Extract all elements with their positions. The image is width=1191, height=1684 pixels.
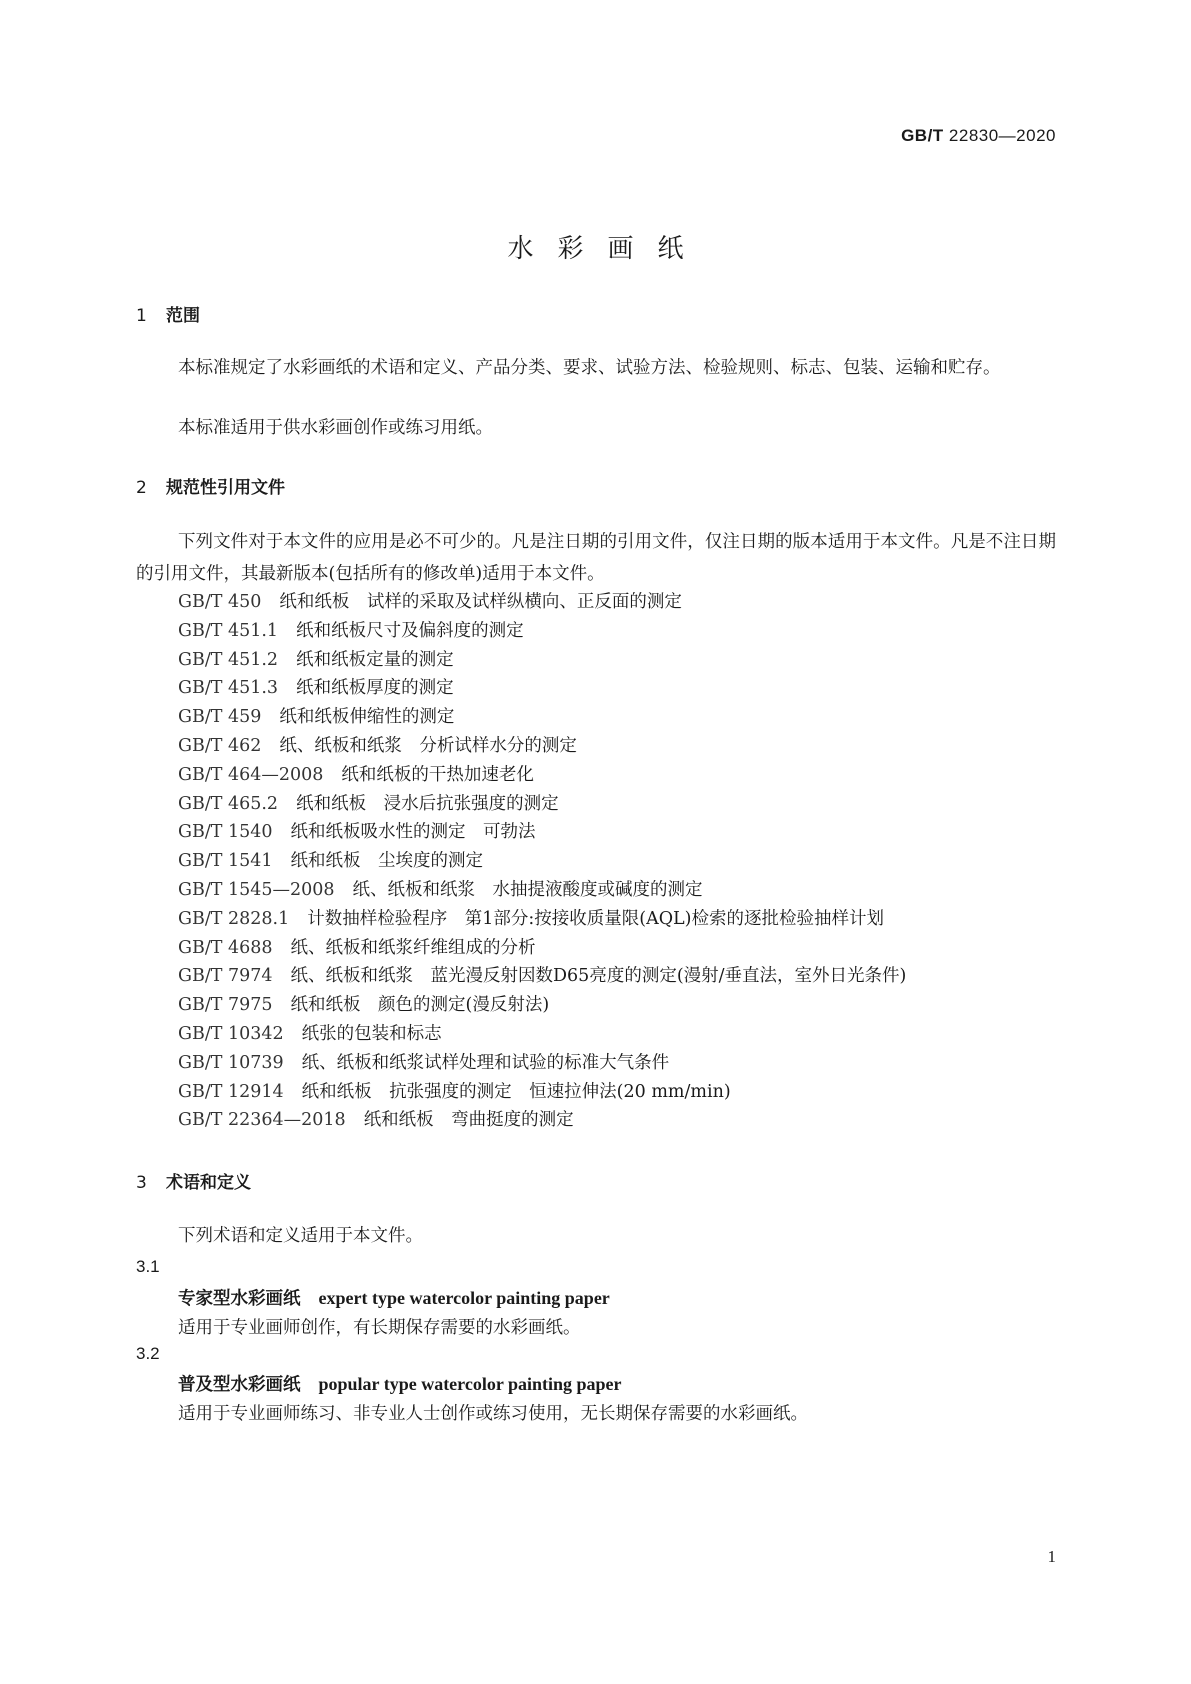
standard-number: 22830—2020 [948, 126, 1056, 145]
reference-item [178, 590, 682, 614]
reference-item [178, 763, 534, 787]
reference-code: GB/T 1541 [178, 851, 273, 872]
reference-code: GB/T 2828.1 [178, 908, 290, 929]
term-en: expert type watercolor painting paper [318, 1288, 610, 1308]
reference-title: 纸和纸板 尘埃度的测定 [290, 851, 484, 872]
reference-code: GB/T 465.2 [178, 793, 279, 814]
term-zh: 专家型水彩画纸 [178, 1289, 301, 1309]
clause-number-3-2: 3.2 [136, 1344, 160, 1363]
reference-code: GB/T 4688 [178, 937, 273, 958]
reference-title: 纸和纸板伸缩性的测定 [279, 707, 455, 728]
term-zh: 普及型水彩画纸 [178, 1375, 301, 1395]
section-number: 1 [136, 306, 147, 326]
reference-item [178, 820, 536, 844]
reference-title: 纸和纸板 试样的采取及试样纵横向、正反面的测定 [279, 592, 682, 612]
reference-code: GB/T 462 [178, 736, 262, 756]
section-number: 2 [136, 478, 147, 498]
reference-code: GB/T 12914 [178, 1081, 284, 1102]
reference-title: 纸和纸板 浸水后抗张强度的测定 [296, 793, 559, 814]
terms-intro: 下列术语和定义适用于本文件。 [178, 1226, 423, 1246]
reference-code: GB/T 22364—2018 [178, 1110, 346, 1131]
reference-code: GB/T 451.3 [178, 678, 279, 699]
reference-item [178, 907, 884, 931]
reference-item [178, 734, 577, 758]
standard-code [901, 126, 1056, 146]
reference-title: 纸和纸板 颜色的测定(漫反射法) [290, 995, 550, 1016]
reference-code: GB/T 7974 [178, 966, 273, 987]
reference-title: 纸和纸板定量的测定 [296, 649, 454, 670]
reference-title: 纸和纸板吸水性的测定 可勃法 [290, 822, 536, 843]
page-number: 1 [1047, 1547, 1056, 1566]
reference-item [178, 705, 454, 729]
reference-item [178, 648, 454, 672]
reference-code: GB/T 451.1 [178, 620, 279, 641]
reference-item [178, 676, 454, 700]
standard-prefix: GB/T [901, 126, 944, 145]
reference-item [178, 1022, 442, 1046]
reference-item [178, 619, 524, 643]
reference-item [178, 849, 483, 873]
term-3-2 [178, 1371, 622, 1396]
reference-item [178, 792, 559, 816]
reference-title: 纸张的包装和标志 [301, 1024, 442, 1044]
reference-title: 纸和纸板 抗张强度的测定 恒速拉伸法(20 mm/min) [301, 1081, 731, 1102]
reference-title: 纸、纸板和纸浆 蓝光漫反射因数D65亮度的测定(漫射/垂直法，室外日光条件) [290, 966, 907, 987]
section-1-heading [136, 301, 200, 326]
document-title: 水彩画纸 [507, 234, 708, 264]
reference-title: 纸、纸板和纸浆 分析试样水分的测定 [279, 736, 577, 756]
reference-item [178, 1080, 731, 1104]
section-title: 范围 [166, 306, 200, 326]
section-title: 规范性引用文件 [166, 478, 285, 498]
scope-paragraph-1: 本标准规定了水彩画纸的术语和定义、产品分类、要求、试验方法、检验规则、标志、包装、运输和贮存。 [178, 358, 1001, 378]
reference-title: 纸和纸板 弯曲挺度的测定 [363, 1110, 574, 1131]
section-number: 3 [136, 1173, 147, 1193]
reference-title: 纸、纸板和纸浆试样处理和试验的标准大气条件 [301, 1052, 670, 1073]
definition-3-1: 适用于专业画师创作，有长期保存需要的水彩画纸。 [178, 1318, 581, 1338]
reference-title: 纸和纸板的干热加速老化 [341, 764, 534, 785]
reference-item [178, 1108, 574, 1132]
reference-item [178, 936, 536, 960]
reference-item [178, 964, 906, 988]
section-2-heading [136, 473, 285, 498]
term-3-1 [178, 1285, 610, 1310]
reference-code: GB/T 10342 [178, 1024, 284, 1044]
section-3-heading [136, 1168, 251, 1193]
reference-title: 纸和纸板尺寸及偏斜度的测定 [296, 620, 524, 641]
reference-code: GB/T 10739 [178, 1052, 284, 1073]
reference-title: 计数抽样检验程序 第1部分:按接收质量限(AQL)检索的逐批检验抽样计划 [307, 908, 885, 929]
reference-code: GB/T 464—2008 [178, 764, 324, 785]
definition-3-2: 适用于专业画师练习、非专业人士创作或练习使用，无长期保存需要的水彩画纸。 [178, 1404, 808, 1424]
reference-code: GB/T 7975 [178, 995, 273, 1016]
reference-code: GB/T 1545—2008 [178, 880, 335, 900]
references-intro: 下列文件对于本文件的应用是必不可少的。凡是注日期的引用文件，仅注日期的版本适用于本文件。凡是不注日期的引用文件，其最新版本(包括所有的修改单)适用于本文件。 [136, 532, 1056, 584]
reference-item [178, 993, 549, 1017]
reference-code: GB/T 450 [178, 592, 262, 612]
reference-item [178, 878, 703, 902]
reference-code: GB/T 451.2 [178, 649, 279, 670]
term-en: popular type watercolor painting paper [318, 1374, 622, 1394]
reference-title: 纸、纸板和纸浆纤维组成的分析 [290, 937, 536, 958]
reference-code: GB/T 1540 [178, 822, 273, 843]
clause-number-3-1: 3.1 [136, 1257, 160, 1276]
scope-paragraph-2: 本标准适用于供水彩画创作或练习用纸。 [178, 418, 493, 438]
reference-title: 纸和纸板厚度的测定 [296, 678, 454, 699]
reference-title: 纸、纸板和纸浆 水抽提液酸度或碱度的测定 [352, 880, 703, 900]
reference-code: GB/T 459 [178, 707, 262, 728]
reference-item [178, 1051, 669, 1075]
section-title: 术语和定义 [166, 1173, 251, 1193]
